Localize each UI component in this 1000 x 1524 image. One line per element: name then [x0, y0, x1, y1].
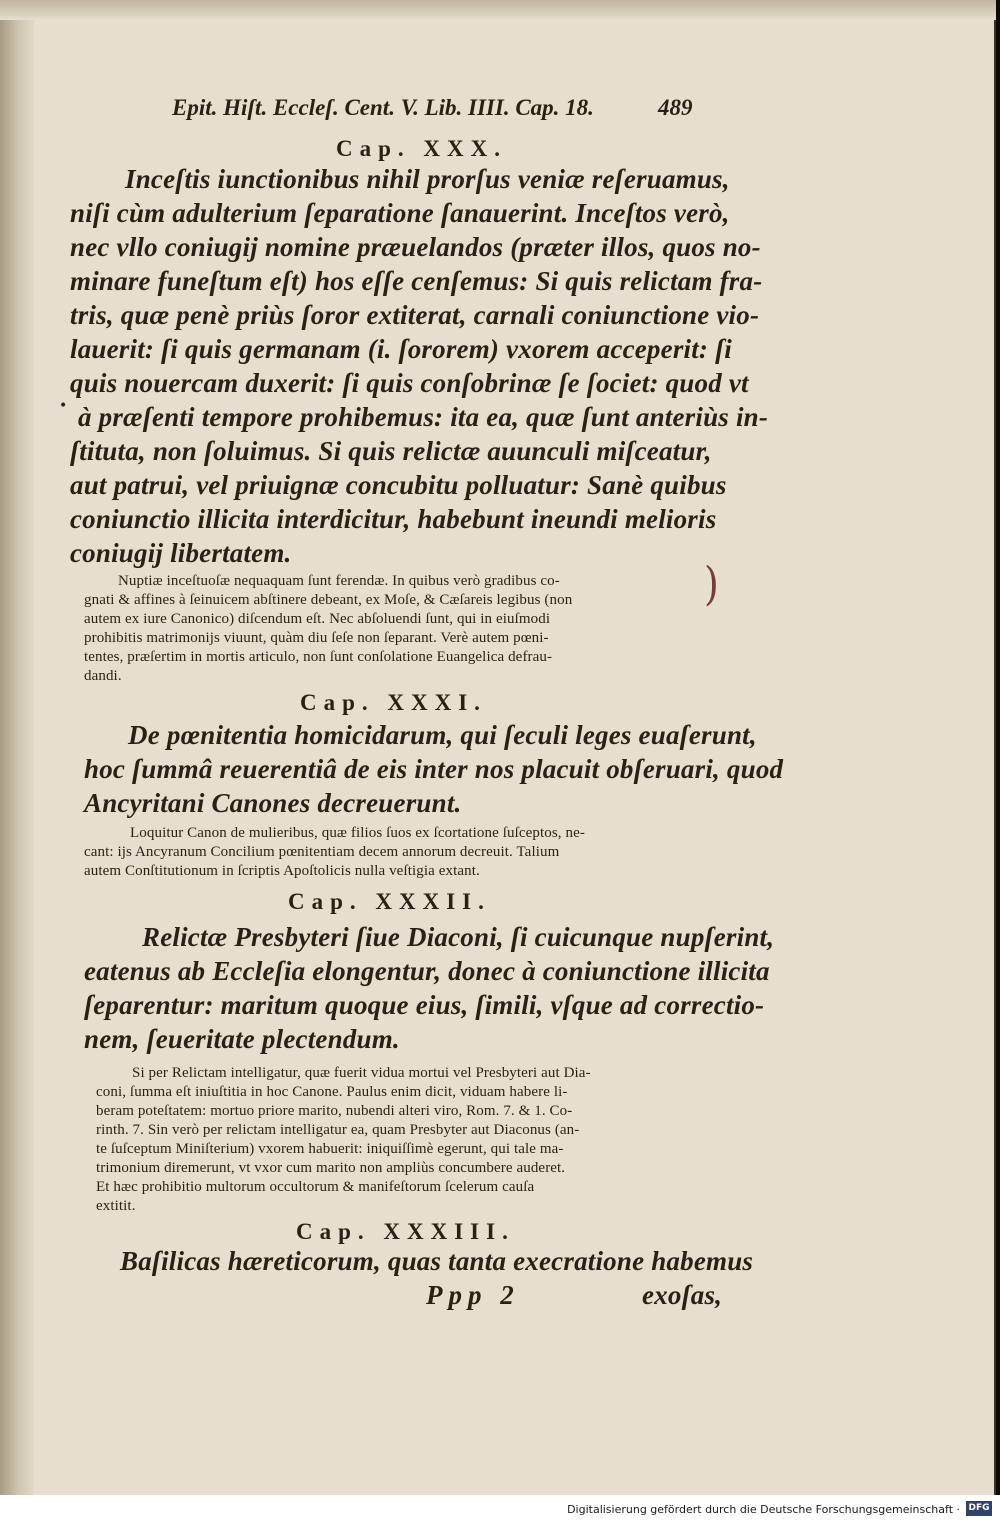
chapter-heading-30: Cap. XXX. — [336, 136, 507, 161]
cap30-line: niſi cùm adulterium ſeparatione ſanauerint. Inceſtos verò, — [70, 198, 730, 228]
chapter-heading-31: Cap. XXXI. — [300, 690, 487, 715]
cap32-note-line: extitit. — [96, 1198, 136, 1214]
cap32-note-line: Et hæc prohibitio multorum occultorum & manifeſtorum ſcelerum cauſa — [96, 1179, 535, 1195]
catchword: exoſas, — [642, 1280, 723, 1310]
cap30-line: minare funeſtum eſt) hos eſſe cenſemus: Si quis relictam fra- — [70, 266, 763, 296]
cap30-note-line: Nuptiæ inceſtuoſæ nequaquam ſunt ferendæ. In quibus verò gradibus co- — [118, 573, 560, 589]
cap32-line: nem, ſeueritate plectendum. — [84, 1024, 400, 1054]
cap30-line: lauerit: ſi quis germanam (i. ſororem) vxorem acceperit: ſi — [70, 334, 732, 364]
cap32-note-line: beram poteſtatem: mortuo priore marito, nubendi alteri viro, Rom. 7. & 1. Co- — [96, 1103, 573, 1119]
cap31-note-line: autem Conſtitutionum in ſcriptis Apoſtolicis nulla veſtigia extant. — [84, 863, 480, 879]
margin-bracket: ) — [704, 557, 719, 611]
chapter-heading-33: Cap. XXXIII. — [296, 1219, 515, 1244]
cap33-line: Baſilicas hæreticorum, quas tanta execratione habemus — [120, 1246, 754, 1276]
cap32-line: eatenus ab Eccleſia elongentur, donec à coniunctione illicita — [84, 956, 770, 986]
cap30-line: tris, quæ penè priùs ſoror extiterat, carnali coniunctione vio- — [70, 300, 760, 330]
cap30-note-line: gnati & affines à ſeinuicem abſtinere debeant, ex Moſe, & Cæſareis legibus (non — [84, 592, 573, 608]
signature-mark: Ppp 2 — [426, 1280, 520, 1310]
cap30-note-line: tentes, præſertim in mortis articulo, non ſunt conſolatione Euangelica defrau- — [84, 649, 553, 665]
margin-mark: • — [59, 398, 68, 414]
cap30-note-line: dandi. — [84, 668, 122, 684]
dfg-logo-icon: DFG — [966, 1501, 992, 1516]
cap30-note-line: prohibitis matrimonijs viuunt, quàm diu ſeſe non ſeparant. Verè autem pœni- — [84, 630, 549, 646]
funding-credit: Digitalisierung gefördert durch die Deutsche Forschungsgemeinschaft · — [567, 1503, 960, 1516]
digitization-footer — [0, 1495, 1000, 1524]
cap30-line: quis nouercam duxerit: ſi quis conſobrinæ ſe ſociet: quod vt — [70, 368, 749, 398]
cap30-line: coniunctio illicita interdicitur, habebunt ineundi melioris — [70, 504, 717, 534]
cap31-note-line: cant: ijs Ancyranum Concilium pœnitentiam decem annorum decreuit. Talium — [84, 844, 560, 860]
cap32-note-line: Si per Relictam intelligatur, quæ fuerit vidua mortui vel Presbyteri aut Dia- — [132, 1065, 591, 1081]
cap31-line: hoc ſummâ reuerentiâ de eis inter nos placuit obſeruari, quod — [84, 754, 784, 784]
running-head-title: Epit. Hiſt. Eccleſ. Cent. V. Lib. IIII. Cap. 18. — [172, 95, 594, 120]
cap30-line: Inceſtis iunctionibus nihil prorſus veniæ reſeruamus, — [125, 164, 730, 194]
cap30-line: aut patrui, vel priuignæ concubitu polluatur: Sanè quibus — [70, 470, 727, 500]
cap32-line: ſeparentur: maritum quoque eius, ſimili, vſque ad correctio- — [84, 990, 765, 1020]
cap31-line: Ancyritani Canones decreuerunt. — [84, 788, 462, 818]
cap30-line: à præſenti tempore prohibemus: ita ea, quæ ſunt anteriùs in- — [78, 402, 769, 432]
cap31-line: De pœnitentia homicidarum, qui ſeculi leges euaſerunt, — [128, 720, 757, 750]
cap32-note-line: te ſuſceptum Miniſterium) vxorem habuerit: iniquiſſimè egerunt, qui tale ma- — [96, 1141, 564, 1157]
cap30-note-line: autem ex iure Canonico) diſcendum eſt. Nec abſoluendi ſunt, qui in eiuſmodi — [84, 611, 551, 627]
cap32-note-line: coni, ſumma eſt iniuſtitia in hoc Canone. Paulus enim dicit, viduam habere li- — [96, 1084, 568, 1100]
cap32-note-line: rinth. 7. Sin verò per relictam intelligatur ea, quam Presbyter aut Diaconus (an- — [96, 1122, 580, 1138]
cap32-line: Relictæ Presbyteri ſiue Diaconi, ſi cuicunque nupſerint, — [142, 922, 775, 952]
cap32-note-line: trimonium diremerunt, vt vxor cum marito non ampliùs concumbere auderet. — [96, 1160, 566, 1176]
cap31-note-line: Loquitur Canon de mulieribus, quæ filios ſuos ex ſcortatione ſuſceptos, ne- — [130, 825, 585, 841]
cap30-line: coniugij libertatem. — [70, 538, 292, 568]
page-number: 489 — [658, 95, 693, 120]
cap30-line: nec vllo coniugij nomine præuelandos (præter illos, quos no- — [70, 232, 761, 262]
chapter-heading-32: Cap. XXXII. — [288, 889, 491, 914]
cap30-line: ſtituta, non ſoluimus. Si quis relictæ auunculi miſceatur, — [70, 436, 712, 466]
